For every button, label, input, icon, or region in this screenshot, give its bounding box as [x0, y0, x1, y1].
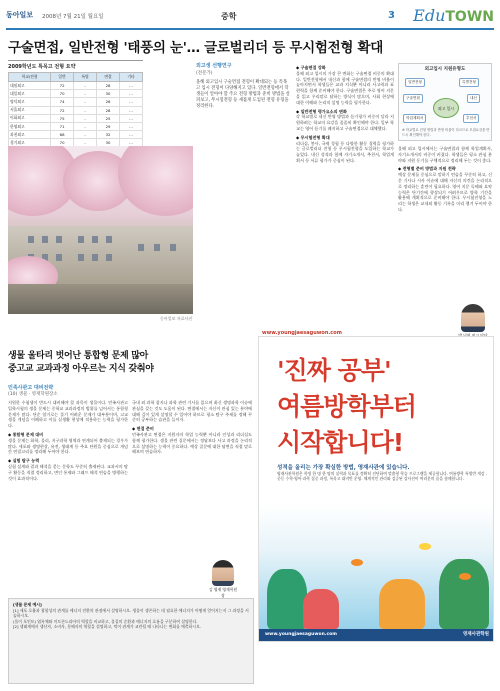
table-cell: - — [74, 82, 97, 90]
paragraph: 민족사관고 면접은 지원자의 학업 능력뿐 아니라 인성과 리더십도 함께 평가한다. 생물 관련 질문에서는 정답보다 사고 과정을 논리적으로 설명하는 능력이 중요하다. 예상 질문에 대한 답변을 직접 말로 해보며 연습하자. — [132, 431, 252, 455]
columnist-photo — [208, 560, 238, 599]
interview-label: 외고생 선행연구 — [196, 63, 232, 69]
table-cell: 70 — [51, 139, 74, 147]
example-item: (풀이 포인트) 엽록체와 미토콘드리아의 역할을 비교하고, 물질의 순환과 에너지의 흐름을 구분하여 설명한다. — [13, 618, 198, 624]
ad-footer-brand: 영재사관학원 — [462, 632, 489, 637]
table-cell: 한영외고 — [9, 122, 51, 130]
table-cell: 명덕외고 — [9, 98, 51, 106]
campus-photo — [8, 146, 193, 314]
columnist-avatar — [212, 560, 234, 586]
page-number: 3 — [388, 10, 395, 21]
example-item: [2] 생태계에서 생산자, 소비자, 분해자의 역할을 설명하고, 먹이 관계가 교란될 때 나타나는 변화를 예측하시오. — [13, 624, 202, 630]
article-column-2 — [398, 146, 492, 302]
table-cell: - — [74, 98, 97, 106]
ad-headline-2: 여름방학부터 — [277, 392, 416, 421]
paper-name: 동아일보 — [6, 11, 34, 19]
section-name: 중학 — [221, 12, 237, 21]
table-row — [9, 122, 143, 130]
admission-table — [8, 60, 143, 144]
table-cell: - — [74, 139, 97, 147]
paragraph: 지원한 수험생이 반드시 대비해야 할 과목이 생물이다. 민족사관고 입학시험의 생물 문제는 중학교 교과과정의 범위를 넘어서는 통합형 문제가 많다. 단순 암기로는 풀기 어려운 문제가 대부분이며, 고교 생물 개념을 이해하고 이를 실생활 현상에 적용하는 능력을 평가한다. — [8, 400, 128, 429]
side-column-1 — [8, 400, 128, 594]
ground — [8, 284, 193, 314]
table-cell: … — [120, 82, 143, 90]
seaweed-illustration — [267, 569, 307, 629]
table-title: 2009학년도 특목고 전형 요약 — [8, 64, 76, 70]
table-cell: 과천외고 — [9, 131, 51, 139]
subhead: ◆ 일반전형 평가요소의 변화 — [296, 108, 347, 114]
subhead: ◆ 전형별 준비 방법과 지원 전략 — [398, 166, 456, 172]
subhead: ◆ 통합형 문제 대비 — [8, 431, 44, 437]
article-column-1 — [296, 62, 394, 302]
subhead: ◆ 실험 탐구 능력 — [8, 458, 40, 464]
paragraph: 올해 외고 입시의 가장 큰 변화는 구술면접 비중의 확대다. 일반전형에서 내신과 함께 구술면접의 반영 비율이 높아지면서 학생들은 교과 지식뿐 아니라 사고력과 표현력을 함께 준비해야 한다. 구술면접은 주로 영어 지문을 읽고 우리말로 답하는 방식이 많으며, 사회 현상에 대한 이해와 논리적 설명 능력을 평가한다. — [296, 70, 394, 105]
ad-footer-url: www.youngjaesaguwon.com — [265, 632, 337, 637]
table-cell: 72 — [51, 106, 74, 114]
table-cell: … — [120, 114, 143, 122]
table-header-row — [9, 73, 143, 82]
ad-footer — [259, 629, 494, 641]
table-cell: 75 — [51, 114, 74, 122]
series-subtitle: (10) 생물 · 영재학원장소 — [8, 392, 58, 397]
subhead: ◆ 구술면접 강화 — [296, 65, 326, 70]
table-cell: - — [74, 90, 97, 98]
table-cell: - — [74, 114, 97, 122]
table-body — [9, 82, 143, 156]
table-header-cell: 학교/전형 — [9, 73, 51, 82]
example-box-title: [생물 문제 예시] — [13, 602, 42, 607]
interview-box — [196, 62, 290, 136]
paragraph: 예상 문제를 중심으로 말하기 연습을 꾸준히 하고, 신문 기사나 시사 이슈에 대해 자신의 의견을 논리적으로 정리하는 훈련이 필요하다. 영어 지문 독해와 요약 능력은 단기간에 향상되기 어려우므로 방학 기간을 활용해 계획적으로 준비해야 한다. 무시험전형을 노리는 학생은 교내외 활동 기록을 미리 챙겨 두어야 한다. — [398, 172, 492, 212]
diagram-node: 일반전형 — [405, 78, 425, 87]
edutown-logo: EduTOWN — [413, 6, 494, 25]
diagram-note: ※ 학교별로 전형 방법과 반영 비율이 다르므로 모집요강을 반드시 확인해야 한다. — [402, 128, 490, 137]
table-cell: 29 — [97, 122, 120, 130]
table-cell: 이화외고 — [9, 114, 51, 122]
table-cell: 대일외고 — [9, 90, 51, 98]
table-cell: 서울외고 — [9, 106, 51, 114]
table-row — [9, 106, 143, 114]
paragraph: 생물 문제는 화학, 물리, 지구과학 영역과 연계되어 출제되는 경우가 많다. 세포와 생명현상, 유전, 생태계 등 주요 단원을 중심으로 개념 간 연결고리를 정리해 두어야 한다. — [8, 437, 128, 455]
paragraph: 실험 설계와 결과 해석을 묻는 문항도 꾸준히 출제된다. 교과서의 탐구 활동을 직접 정리하고, 변인 통제와 그래프 해석 연습을 병행하는 것이 효과적이다. — [8, 463, 128, 481]
example-item: [1] 세포 호흡과 광합성의 관계를 에너지 전환의 관점에서 설명하시오. 생물이 생존하는 데 필요한 에너지가 어떻게 얻어지는지 그 과정을 서술하시오. — [13, 607, 249, 619]
coral-illustration — [379, 579, 425, 629]
diagram-title: 외고입시 지원유형도 — [424, 67, 466, 72]
interview-body: 올해 외고입시 구술면접 전형이 확대되는 등 특목고 입시 전형이 다양해지고 있다. 일반전형에서 학생들이 알아야 할 주요 전형 방법과 준비 방법을 살펴보고, 무시험전형 등 새롭게 도입된 전형 유형을 정리한다. — [196, 80, 290, 109]
table-cell: … — [120, 122, 143, 130]
table-row — [9, 90, 143, 98]
table-cell: 28 — [97, 82, 120, 90]
table-cell: … — [120, 98, 143, 106]
subhead: ◆ 면접 준비 — [132, 426, 154, 432]
table-cell: … — [120, 131, 143, 139]
table-row — [9, 98, 143, 106]
table-header-cell: 일반 — [51, 73, 74, 82]
side-article-headline — [8, 350, 248, 376]
reporter-avatar — [461, 304, 485, 332]
table-cell: 26 — [97, 98, 120, 106]
table-cell: 30 — [97, 90, 120, 98]
table-cell: 25 — [97, 114, 120, 122]
fish-illustration — [419, 543, 431, 550]
table-cell: 28 — [97, 106, 120, 114]
photo-caption: 동아일보 자료사진 — [160, 316, 193, 321]
table-cell: - — [74, 106, 97, 114]
table-cell: 경기외고 — [9, 139, 51, 147]
paragraph: 국내 외 과학 잡지나 과학 관련 기사를 읽으며 최신 생명과학 이슈에 관심을 갖는 것도 도움이 된다. 면접에서는 자신이 관심 있는 분야에 대해 깊이 있게 설명할 수 있어야 하므로 평소 탐구 주제를 정해 꾸준히 공부하는 습관을 들이자. — [132, 400, 252, 423]
issue-date: 2008년 7월 21일 월요일 — [42, 14, 104, 20]
table-cell: … — [120, 139, 143, 147]
diagram-center: 외고 입시 — [433, 98, 459, 118]
table-row — [9, 114, 143, 122]
table-header-cell: 면접 — [97, 73, 120, 82]
fish-illustration — [351, 559, 363, 566]
table-cell: 68 — [51, 131, 74, 139]
table-header-cell: 기타 — [120, 73, 143, 82]
seaweed-illustration — [439, 559, 489, 629]
fish-illustration — [459, 573, 471, 580]
ad-url[interactable]: www.youngjaesaguwon.com — [262, 330, 342, 336]
table-cell: 32 — [97, 131, 120, 139]
side-headline-1: 생물 울타리 벗어난 통합형 문제 많아 — [8, 351, 149, 361]
table-cell: … — [120, 106, 143, 114]
ad-lead: 성적을 올리는 가장 확실한 방법, 영재사관에 있습니다. — [277, 465, 410, 471]
interview-who: (전문가) — [196, 71, 213, 76]
paragraph: 리더십, 봉사, 국제 경험 등 다양한 활동 경력을 평가하는 글로벌리더 전형 등 무시험전형을 도입하는 학교가 늘었다. 내신 성적과 함께 자기소개서, 추천서, 학업계획서 등 서류 평가가 중심이 된다. — [296, 140, 394, 163]
ad-headline-3: 시작합니다! — [277, 428, 404, 457]
diagram-node: 특별전형 — [459, 78, 479, 87]
paragraph: 각 학교별로 내신 반영 방법과 듣기평가 비중이 달라 지원하려는 학교의 요강을 꼼꼼히 확인해야 한다. 일부 학교는 영어 듣기를 폐지하고 구술면접으로 대체했다. — [296, 114, 394, 131]
diagram-node: 구술면접 — [403, 94, 423, 103]
coral-illustration — [303, 589, 339, 629]
ad-headline-1: '진짜 공부' — [277, 356, 391, 385]
page-headline: 구술면접, 일반전형 '태풍의 눈'… 글로벌리더 등 무시험전형 확대 — [8, 40, 384, 56]
diagram-node: 학업계획서 — [403, 114, 426, 123]
subhead: ◆ 무시험전형 확대 — [296, 134, 330, 140]
masthead — [6, 8, 494, 30]
paragraph: 올해 외고 입시에서는 구술면접과 함께 학업계획서, 자기소개서의 비중이 커졌다. 학생들은 평소 관심 분야와 지원 동기를 구체적으로 정리해 두는 것이 좋다. — [398, 146, 492, 163]
table-cell: 74 — [51, 98, 74, 106]
table-cell: - — [74, 122, 97, 130]
diagram-node: 내신 — [467, 94, 480, 103]
series-title: 민족사관고 대비전략 — [8, 385, 54, 391]
table-cell: 71 — [51, 122, 74, 130]
cherry-tree — [118, 146, 193, 216]
table-cell: 30 — [97, 139, 120, 147]
table-row — [9, 82, 143, 90]
table-cell: 70 — [51, 90, 74, 98]
table-cell: 72 — [51, 82, 74, 90]
table-header-cell: 특별 — [74, 73, 97, 82]
table-row — [9, 131, 143, 139]
diagram-node: 추천서 — [463, 114, 479, 123]
columnist-name: 김 영재 영재학원장 — [208, 587, 238, 598]
table-cell: 대원외고 — [9, 82, 51, 90]
example-box — [8, 598, 254, 684]
table-cell: … — [120, 90, 143, 98]
academy-advertisement[interactable] — [258, 336, 494, 642]
side-headline-2: 중고교 교과과정 아우르는 지식 갖춰야 — [8, 364, 154, 374]
table-cell: - — [74, 131, 97, 139]
side-column-2 — [132, 400, 252, 556]
ad-description: 영재사관학원은 학생 한 명 한 명의 실력과 목표를 정확히 진단하여 맞춤형 학습 프로그램을 제공합니다. 여름방학 특별반 개강 - 중등 수학·영어·과학 집중 과정, 특목고 대비반 운영. 체계적인 관리와 검증된 강사진이 여러분의 꿈을 함께합니다. — [277, 471, 488, 481]
admission-diagram — [398, 63, 492, 141]
